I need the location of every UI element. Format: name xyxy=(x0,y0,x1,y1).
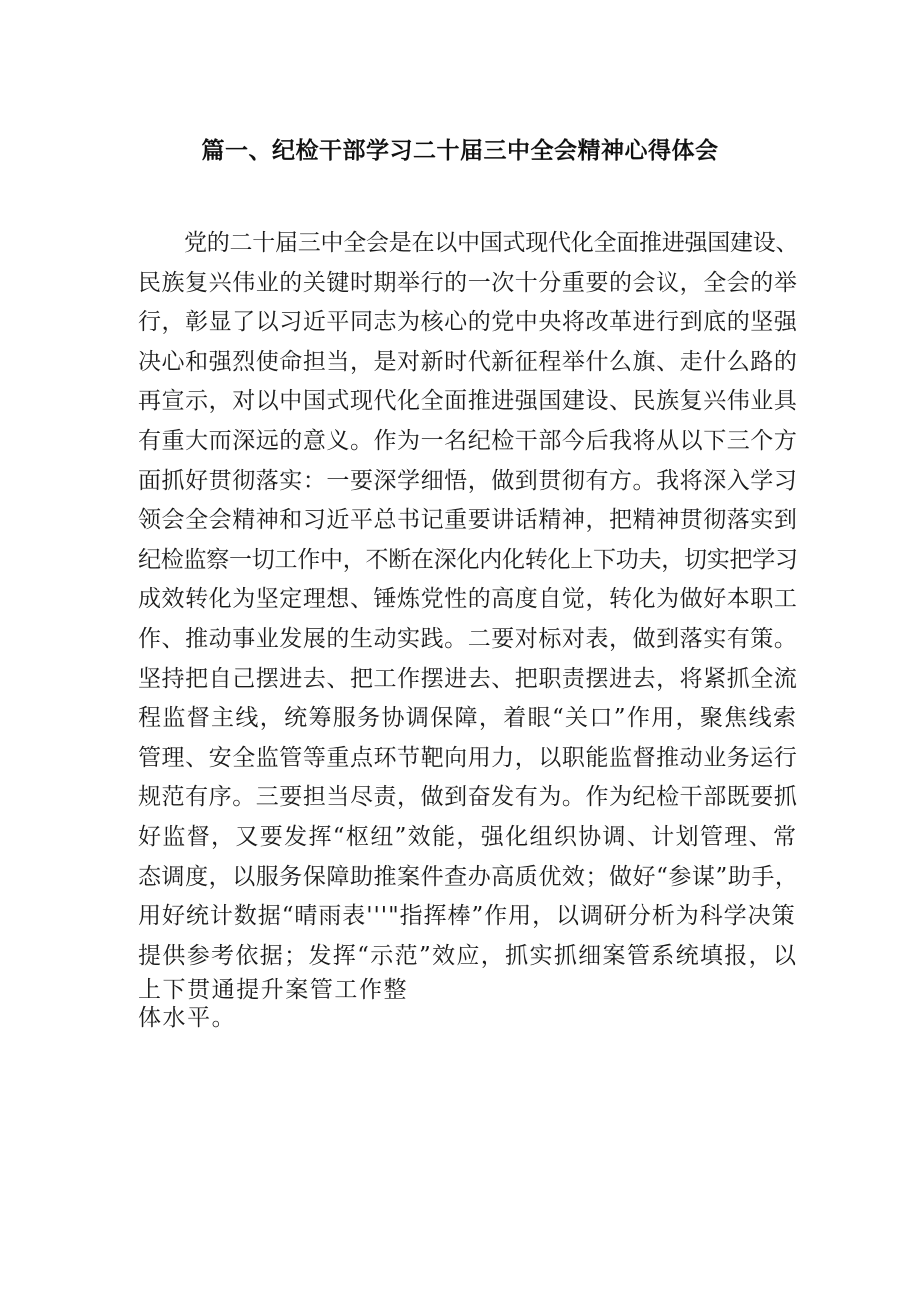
paragraph-line: 程监督主线，统筹服务协调保障，着眼“关口”作用，聚焦线索 xyxy=(138,705,798,732)
paragraph-line: 好监督，又要发挥“枢纽”效能，强化组织协调、计划管理、常 xyxy=(138,823,798,850)
paragraph-line: 领会全会精神和习近平总书记重要讲话精神，把精神贯彻落实到 xyxy=(138,507,798,534)
document-body xyxy=(138,224,798,1032)
paragraph-line: 规范有序。三要担当尽责，做到奋发有为。作为纪检干部既要抓 xyxy=(138,784,798,811)
paragraph-line: 作、推动事业发展的生动实践。二要对标对表，做到落实有策。 xyxy=(138,625,798,652)
paragraph-line: 成效转化为坚定理想、锤炼党性的高度自觉，转化为做好本职工 xyxy=(138,586,798,613)
document-title: 篇一、纪检干部学习二十届三中全会精神心得体会 xyxy=(201,138,719,164)
paragraph-line: 管理、安全监管等重点环节靶向用力，以职能监督推动业务运行 xyxy=(138,744,798,771)
paragraph-line: 用好统计数据“晴雨表'''"指挥棒”作用，以调研分析为科学决策 xyxy=(138,903,796,930)
paragraph-line: 再宣示，对以中国式现代化全面推进强国建设、民族复兴伟业具 xyxy=(138,388,798,415)
paragraph-line: 面抓好贯彻落实：一要深学细悟，做到贯彻有方。我将深入学习 xyxy=(138,467,798,494)
paragraph-line: 提供参考依据；发挥“示范”效应，抓实抓细案管系统填报，以 xyxy=(138,942,798,969)
paragraph-line: 态调度，以服务保障助推案件查办高质优效；做好“参谋”助手， xyxy=(138,863,799,890)
paragraph-line: 有重大而深远的意义。作为一名纪检干部今后我将从以下三个方 xyxy=(138,427,798,454)
paragraph-line: 坚持把自己摆进去、把工作摆进去、把职责摆进去，将紧抓全流 xyxy=(138,665,798,692)
paragraph-line: 体水平。 xyxy=(138,1005,237,1032)
paragraph-line: 行，彰显了以习近平同志为核心的党中央将改革进行到底的坚强 xyxy=(138,309,798,336)
paragraph-line: 民族复兴伟业的关键时期举行的一次十分重要的会议，全会的举 xyxy=(138,269,798,296)
paragraph-line: 党的二十届三中全会是在以中国式现代化全面推进强国建设、 xyxy=(184,230,799,256)
paragraph-line: 上下贯通提升案管工作整 xyxy=(138,977,409,1004)
paragraph-line: 纪检监察一切工作中，不断在深化内化转化上下功夫，切实把学习 xyxy=(138,546,798,573)
paragraph-line: 决心和强烈使命担当，是对新时代新征程举什么旗、走什么路的 xyxy=(138,348,798,375)
